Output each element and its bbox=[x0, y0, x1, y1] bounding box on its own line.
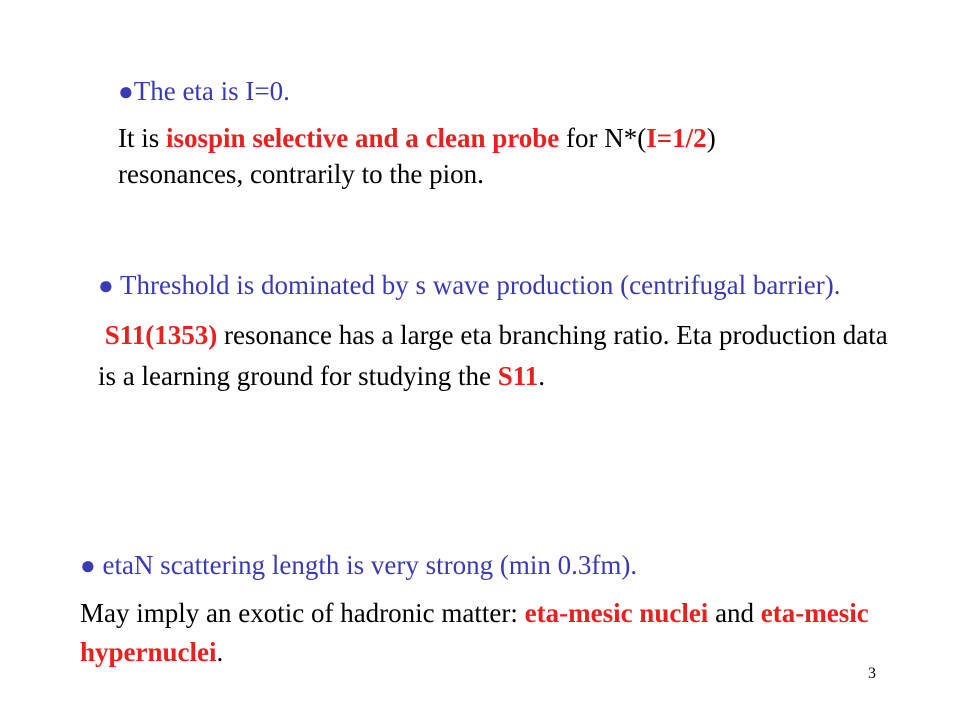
hypernuclei-highlight: eta-mesic hypernuclei bbox=[80, 598, 869, 667]
nuclei-highlight: eta-mesic nuclei bbox=[524, 598, 709, 628]
intro-block bbox=[118, 73, 918, 192]
bullet-icon: ● bbox=[98, 271, 114, 300]
exotic-paragraph bbox=[80, 594, 900, 672]
threshold-text: Threshold is dominated by s wave production (centrifugal barrier). bbox=[113, 270, 841, 300]
threshold-block bbox=[98, 265, 898, 397]
threshold-line bbox=[98, 265, 898, 306]
isospin-paragraph bbox=[118, 120, 918, 192]
scattering-text: etaN scattering length is very strong (min 0.3fm). bbox=[95, 550, 638, 580]
text-fragment: ) bbox=[706, 123, 716, 153]
text-fragment: May imply an exotic of hadronic matter: bbox=[80, 598, 525, 628]
eta-isospin-text: The eta is I=0. bbox=[133, 76, 290, 106]
scattering-line bbox=[80, 546, 900, 585]
text-fragment: . bbox=[216, 637, 224, 667]
scattering-block bbox=[80, 546, 900, 672]
s11-highlight-end: S11 bbox=[497, 361, 539, 391]
text-fragment: and bbox=[708, 598, 761, 628]
text-fragment: resonances, contrarily to the pion. bbox=[118, 159, 484, 189]
text-fragment: It is bbox=[118, 123, 167, 153]
text-fragment: for N*( bbox=[559, 123, 647, 153]
eta-isospin-line bbox=[118, 73, 918, 110]
isospin-value-highlight: I=1/2 bbox=[646, 123, 707, 153]
text-fragment: . bbox=[538, 361, 545, 391]
page-number: 3 bbox=[868, 665, 876, 682]
text-fragment: resonance has a large eta branching ratio. Eta production data is a learning ground for studying the bbox=[98, 320, 888, 391]
bullet-icon: ● bbox=[80, 551, 96, 580]
s11-paragraph bbox=[98, 315, 898, 397]
s11-highlight: S11(1353) bbox=[104, 320, 218, 350]
bullet-icon: ● bbox=[118, 77, 134, 106]
isospin-highlight: isospin selective and a clean probe bbox=[166, 123, 560, 153]
